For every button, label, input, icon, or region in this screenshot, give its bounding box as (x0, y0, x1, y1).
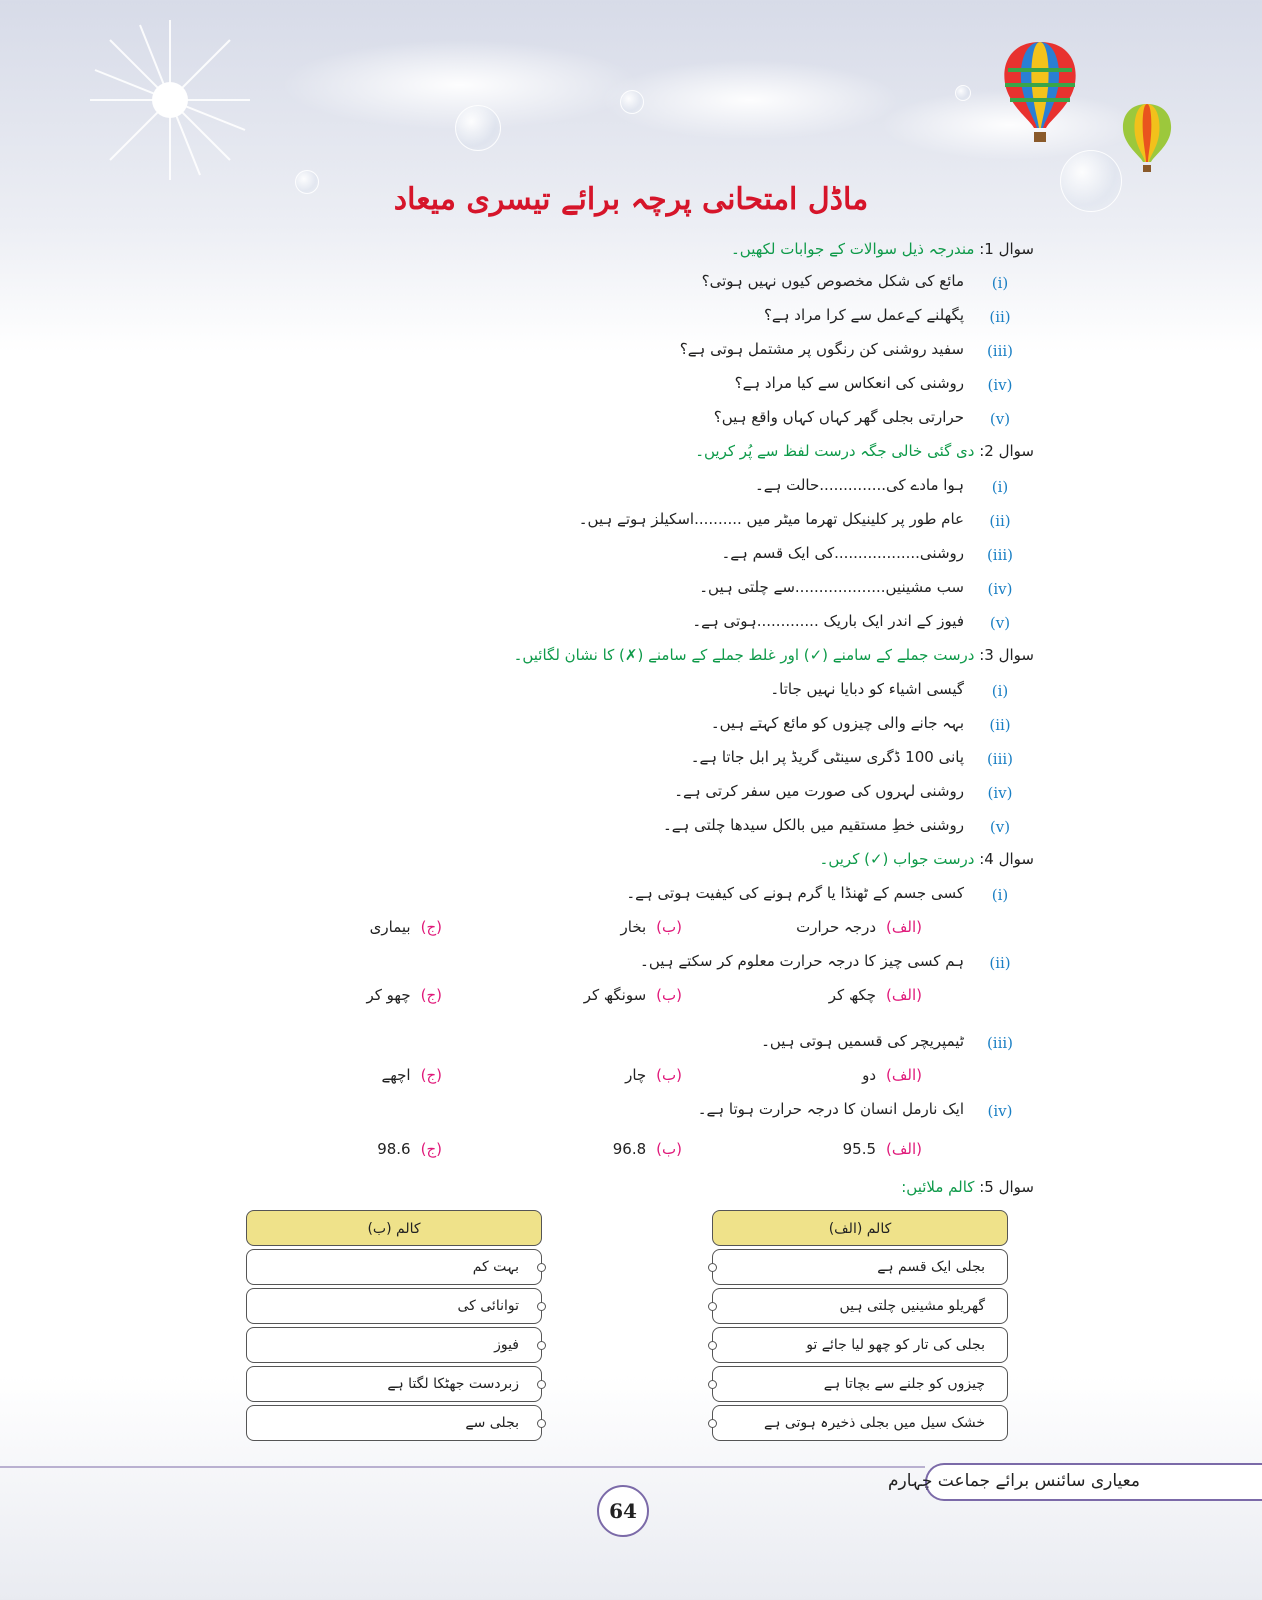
item-number: (iii) (986, 342, 1014, 360)
item-number: (iv) (987, 784, 1013, 802)
option-a (843, 1140, 922, 1158)
book-title: معیاری سائنس برائے جماعت چہارم (888, 1471, 1140, 1491)
option-label: (الف) (886, 918, 922, 936)
item-number: (ii) (989, 308, 1011, 326)
column-a-cell (712, 1327, 1008, 1363)
question-instruction: درست جواب (✓) کریں۔ (819, 850, 975, 868)
option-text: بخار (620, 918, 647, 936)
question-number: سوال 3: (979, 646, 1034, 664)
option-c (381, 1066, 442, 1084)
connector-dot[interactable] (708, 1380, 717, 1389)
connector-dot[interactable] (708, 1302, 717, 1311)
cell-text: بجلی سے (465, 1415, 519, 1431)
option-text: بیماری (369, 918, 411, 936)
column-a-cell (712, 1366, 1008, 1402)
question-4-heading (820, 850, 1034, 868)
cell-text: گھریلو مشینیں چلتی ہیں (839, 1298, 985, 1314)
option-b (621, 918, 683, 936)
option-label: (ج) (420, 1066, 442, 1084)
bubble (455, 105, 501, 151)
option-text: اچھے (381, 1066, 411, 1084)
option-b (584, 986, 682, 1004)
question-number: سوال 2: (979, 442, 1034, 460)
question-item: سفید روشنی کن رنگوں پر مشتمل ہوتی ہے؟ (679, 340, 964, 358)
cell-text: خشک سیل میں بجلی ذخیرہ ہوتی ہے (764, 1415, 985, 1431)
hot-air-balloon-icon (1120, 102, 1175, 177)
column-a-header: کالم (الف) (712, 1210, 1008, 1246)
question-item: مائع کی شکل مخصوص کیوں نہیں ہوتی؟ (701, 272, 964, 290)
option-text: چکھ کر (828, 986, 877, 1004)
question-instruction: کالم ملائیں: (901, 1178, 975, 1196)
question-item: روشنی خطِ مستقیم میں بالکل سیدھا چلتی ہے۔ (662, 816, 964, 834)
connector-dot[interactable] (537, 1380, 546, 1389)
option-label: (الف) (886, 986, 922, 1004)
cell-text: زبردست جھٹکا لگتا ہے (387, 1376, 519, 1392)
question-item: پگھلنے کےعمل سے کرا مراد ہے؟ (763, 306, 964, 324)
question-item: فیوز کے اندر ایک باریک .............ہوتی ہے۔ (692, 612, 964, 630)
column-a-cell (712, 1249, 1008, 1285)
column-b (246, 1210, 542, 1441)
question-item: عام طور پر کلینیکل تھرما میٹر میں ..........اسکیلز ہوتے ہیں۔ (578, 510, 964, 528)
footer-divider (0, 1466, 925, 1468)
question-item: روشنی لہروں کی صورت میں سفر کرتی ہے۔ (674, 782, 964, 800)
question-2-heading (695, 442, 1034, 460)
sun-icon (90, 20, 250, 180)
item-number: (ii) (989, 954, 1011, 972)
item-number: (v) (989, 818, 1011, 836)
connector-dot[interactable] (708, 1419, 717, 1428)
option-label: (ج) (420, 1140, 442, 1158)
item-number: (iii) (986, 1034, 1014, 1052)
cell-text: بجلی کی تار کو چھو لیا جائے تو (806, 1337, 985, 1353)
column-b-cell (246, 1405, 542, 1441)
bubble (955, 85, 971, 101)
option-text: درجہ حرارت (796, 918, 877, 936)
question-item: بہہ جانے والی چیزوں کو مائع کہتے ہیں۔ (710, 714, 964, 732)
question-item: روشنی..................کی ایک قسم ہے۔ (721, 544, 964, 562)
cell-text: توانائی کی (457, 1298, 519, 1314)
item-number: (v) (989, 614, 1011, 632)
item-number: (v) (989, 410, 1011, 428)
question-instruction: مندرجہ ذیل سوالات کے جوابات لکھیں۔ (731, 240, 975, 258)
option-a (829, 986, 922, 1004)
option-b (625, 1066, 682, 1084)
option-label: (الف) (886, 1140, 922, 1158)
question-item: روشنی کی انعکاس سے کیا مراد ہے؟ (734, 374, 964, 392)
question-item: سب مشینیں...................سے چلتی ہیں۔ (699, 578, 964, 596)
connector-dot[interactable] (537, 1419, 546, 1428)
column-a-cell (712, 1288, 1008, 1324)
option-c (366, 986, 442, 1004)
bubble (620, 90, 644, 114)
connector-dot[interactable] (537, 1341, 546, 1350)
page-number: 64 (597, 1485, 649, 1537)
option-label: (ب) (656, 1066, 682, 1084)
column-b-cell (246, 1288, 542, 1324)
question-item: ہوا مادے کی..............حالت ہے۔ (755, 476, 964, 494)
cloud (600, 60, 900, 140)
question-item: ٹیمپریچر کی قسمیں ہوتی ہیں۔ (761, 1032, 964, 1050)
cell-text: فیوز (494, 1337, 519, 1353)
item-number: (iv) (987, 580, 1013, 598)
cell-text: بجلی ایک قسم ہے (877, 1259, 985, 1275)
column-b-cell (246, 1327, 542, 1363)
column-a-cell (712, 1405, 1008, 1441)
question-3-heading (514, 646, 1034, 664)
item-number: (i) (991, 682, 1009, 700)
item-number: (i) (991, 886, 1009, 904)
option-label: (ب) (656, 986, 682, 1004)
option-a (796, 918, 922, 936)
item-number: (iii) (986, 750, 1014, 768)
question-instruction: درست جملے کے سامنے (✓) اور غلط جملے کے سامنے (✗) کا نشان لگائیں۔ (513, 646, 975, 664)
option-label: (الف) (886, 1066, 922, 1084)
option-text: 95.5 (842, 1140, 877, 1158)
question-item: حرارتی بجلی گھر کہاں کہاں واقع ہیں؟ (713, 408, 964, 426)
option-label: (ب) (656, 1140, 682, 1158)
option-c (377, 1140, 442, 1158)
column-b-cell (246, 1249, 542, 1285)
item-number: (ii) (989, 512, 1011, 530)
connector-dot[interactable] (537, 1302, 546, 1311)
option-text: 98.6 (377, 1140, 411, 1158)
connector-dot[interactable] (708, 1263, 717, 1272)
cell-text: چیزوں کو جلنے سے بچاتا ہے (823, 1376, 985, 1392)
question-5-heading (901, 1178, 1034, 1196)
column-a (712, 1210, 1008, 1441)
item-number: (iii) (986, 546, 1014, 564)
connector-dot[interactable] (537, 1263, 546, 1272)
question-1-heading (731, 240, 1034, 258)
option-c (370, 918, 442, 936)
question-item: گیسی اشیاء کو دبایا نہیں جاتا۔ (770, 680, 964, 698)
column-b-header: کالم (ب) (246, 1210, 542, 1246)
hot-air-balloon-icon (1000, 40, 1080, 150)
question-number: سوال 4: (979, 850, 1034, 868)
option-text: دو (862, 1066, 877, 1084)
option-label: (ج) (420, 986, 442, 1004)
item-number: (i) (991, 274, 1009, 292)
option-a (862, 1066, 922, 1084)
question-number: سوال 1: (979, 240, 1034, 258)
question-instruction: دی گئی خالی جگہ درست لفظ سے پُر کریں۔ (695, 442, 975, 460)
item-number: (iv) (987, 376, 1013, 394)
page-title: ماڈل امتحانی پرچہ برائے تیسری میعاد (393, 182, 869, 217)
question-item: کسی جسم کے ٹھنڈا یا گرم ہونے کی کیفیت ہوتی ہے۔ (626, 884, 964, 902)
item-number: (ii) (989, 716, 1011, 734)
option-label: (ج) (420, 918, 442, 936)
question-item: پانی 100 ڈگری سینٹی گریڈ پر ابل جاتا ہے۔ (690, 748, 964, 766)
item-number: (iv) (987, 1102, 1013, 1120)
column-b-cell (246, 1366, 542, 1402)
question-number: سوال 5: (979, 1178, 1034, 1196)
connector-dot[interactable] (708, 1341, 717, 1350)
question-item: ہم کسی چیز کا درجہ حرارت معلوم کر سکتے ہیں۔ (640, 952, 964, 970)
item-number: (i) (991, 478, 1009, 496)
option-text: سونگھ کر (583, 986, 647, 1004)
option-text: 96.8 (612, 1140, 647, 1158)
option-text: چار (625, 1066, 647, 1084)
question-item: ایک نارمل انسان کا درجہ حرارت ہوتا ہے۔ (697, 1100, 964, 1118)
cell-text: بہت کم (472, 1259, 519, 1275)
option-b (613, 1140, 682, 1158)
option-text: چھو کر (366, 986, 411, 1004)
option-label: (ب) (656, 918, 682, 936)
